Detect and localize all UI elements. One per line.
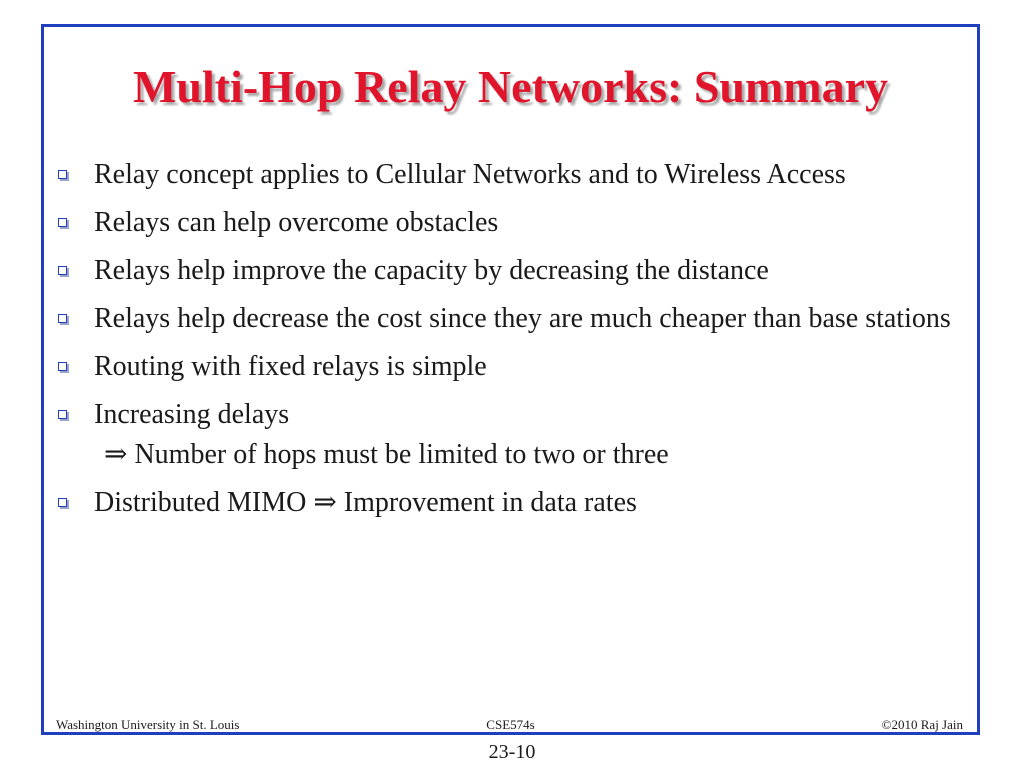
bullet-square-icon — [58, 314, 67, 323]
list-item — [58, 299, 963, 339]
footer-copyright: ©2010 Raj Jain — [881, 717, 963, 732]
list-item — [58, 347, 963, 387]
list-item — [58, 251, 963, 291]
bullet-text: Routing with fixed relays is simple — [94, 351, 487, 382]
bullet-subline: ⇒ Number of hops must be limited to two or three — [104, 439, 669, 470]
bullet-square-icon — [58, 362, 67, 371]
page-number: 23-10 — [488, 741, 536, 763]
list-item — [58, 203, 963, 243]
bullet-text: Relays can help overcome obstacles — [94, 207, 499, 238]
bullet-text: Increasing delays — [94, 399, 290, 430]
bullet-square-icon — [58, 410, 67, 419]
footer-institution: Washington University in St. Louis — [56, 717, 240, 732]
bullet-text: Distributed MIMO ⇒ Improvement in data rates — [94, 487, 637, 518]
bullet-text: Relays help decrease the cost since they are much cheaper than base stations — [94, 303, 951, 334]
bullet-square-icon — [58, 218, 67, 227]
slide-title: Multi-Hop Relay Networks: Summary — [132, 61, 889, 112]
bullet-text: Relays help improve the capacity by decreasing the distance — [94, 255, 769, 286]
list-item — [58, 483, 963, 523]
bullet-square-icon — [58, 266, 67, 275]
footer-course: CSE574s — [486, 717, 535, 732]
bullet-square-icon — [58, 170, 67, 179]
list-item — [58, 155, 963, 195]
bullet-list — [58, 155, 963, 531]
slide-frame — [41, 24, 980, 735]
list-item — [58, 395, 963, 475]
bullet-square-icon — [58, 498, 67, 507]
bullet-text: Relay concept applies to Cellular Networks and to Wireless Access — [94, 159, 846, 190]
